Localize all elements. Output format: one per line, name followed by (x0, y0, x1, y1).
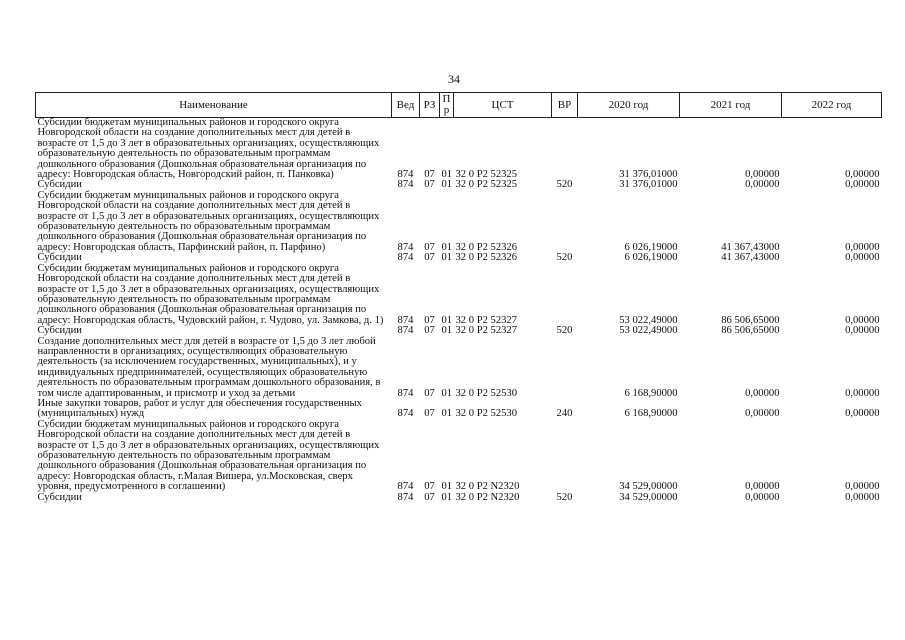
cell-y2022: 0,00000 (845, 387, 880, 399)
cell-vr (552, 420, 578, 493)
table-row (36, 420, 882, 493)
cell-ved: 874 (397, 408, 414, 420)
cell-pr: 01 (441, 481, 453, 493)
cell-y2020: 31 376,01000 (619, 169, 678, 181)
cell-y2020: 53 022,49000 (619, 314, 678, 326)
cell-ved: 874 (397, 252, 414, 264)
cell-y2022: 0,00000 (845, 179, 880, 191)
cell-y2021: 41 367,43000 (721, 252, 780, 264)
table-row (36, 264, 882, 326)
cell-y2021: 86 506,65000 (721, 325, 780, 337)
cell-name: Субсидии (37, 325, 82, 337)
cell-vr: 520 (556, 252, 573, 264)
cell-cst: 32 0 Р2 52325 (455, 169, 518, 181)
table-row (36, 337, 882, 399)
cell-name: Иные закупки товаров, работ и услуг для обеспечения государственных (муниципальных) нужд (37, 397, 362, 420)
table-header-row (36, 93, 882, 118)
cell-rz: 07 (424, 491, 435, 503)
cell-ved: 874 (397, 314, 414, 326)
cell-pr: 01 (441, 408, 453, 420)
cell-y2021: 0,00000 (745, 387, 780, 399)
cell-pr: 01 (441, 241, 453, 253)
cell-y2022: 0,00000 (845, 252, 880, 264)
header-vr: ВР (552, 93, 578, 118)
cell-y2020: 6 168,90000 (624, 387, 678, 399)
cell-pr: 01 (441, 169, 453, 181)
table-row (36, 399, 882, 420)
budget-table (35, 92, 882, 503)
cell-cst: 32 0 Р2 52326 (455, 252, 518, 264)
cell-vr: 520 (556, 491, 573, 503)
cell-y2020: 34 529,00000 (619, 491, 678, 503)
cell-vr: 520 (556, 179, 573, 191)
cell-vr (552, 264, 578, 326)
cell-name: Субсидии (37, 179, 82, 191)
cell-rz: 07 (424, 314, 435, 326)
table-row (36, 118, 882, 181)
cell-ved: 874 (397, 169, 414, 181)
cell-y2021: 0,00000 (745, 481, 780, 493)
page-number: 34 (448, 72, 460, 86)
cell-vr: 520 (556, 325, 573, 337)
cell-vr (552, 337, 578, 399)
cell-y2022: 0,00000 (845, 491, 880, 503)
header-rz: РЗ (420, 93, 440, 118)
cell-rz: 07 (424, 252, 435, 264)
cell-rz: 07 (424, 179, 435, 191)
cell-cst: 32 0 Р2 52530 (455, 387, 518, 399)
header-2022: 2022 год (782, 93, 882, 118)
cell-rz: 07 (424, 408, 435, 420)
cell-y2022: 0,00000 (845, 314, 880, 326)
cell-y2020: 6 026,19000 (624, 241, 678, 253)
cell-pr: 01 (441, 325, 453, 337)
cell-cst: 32 0 Р2 52325 (455, 179, 518, 191)
cell-vr (552, 191, 578, 253)
cell-y2021: 0,00000 (745, 491, 780, 503)
cell-rz: 07 (424, 481, 435, 493)
header-2021: 2021 год (680, 93, 782, 118)
cell-y2022: 0,00000 (845, 325, 880, 337)
cell-pr: 01 (441, 491, 453, 503)
cell-cst: 32 0 Р2 N2320 (455, 481, 520, 493)
cell-rz: 07 (424, 387, 435, 399)
cell-pr: 01 (441, 252, 453, 264)
cell-cst: 32 0 Р2 52327 (455, 325, 518, 337)
cell-y2020: 31 376,01000 (619, 179, 678, 191)
cell-y2020: 6 168,90000 (624, 408, 678, 420)
cell-y2020: 53 022,49000 (619, 325, 678, 337)
cell-y2020: 34 529,00000 (619, 481, 678, 493)
header-pr: П р (440, 93, 454, 118)
cell-y2021: 0,00000 (745, 179, 780, 191)
cell-rz: 07 (424, 241, 435, 253)
header-cst: ЦСТ (454, 93, 552, 118)
header-name: Наименование (36, 93, 392, 118)
table-row (36, 493, 882, 503)
cell-vr: 240 (556, 408, 573, 420)
cell-name: Субсидии (37, 491, 82, 503)
cell-cst: 32 0 Р2 52327 (455, 314, 518, 326)
cell-ved: 874 (397, 241, 414, 253)
header-2020: 2020 год (578, 93, 680, 118)
cell-vr (552, 118, 578, 181)
table-row (36, 326, 882, 336)
cell-y2021: 0,00000 (745, 408, 780, 420)
cell-y2022: 0,00000 (845, 241, 880, 253)
cell-y2021: 0,00000 (745, 169, 780, 181)
cell-y2020: 6 026,19000 (624, 252, 678, 264)
cell-ved: 874 (397, 491, 414, 503)
cell-pr: 01 (441, 387, 453, 399)
cell-y2021: 41 367,43000 (721, 241, 780, 253)
cell-ved: 874 (397, 179, 414, 191)
cell-rz: 07 (424, 169, 435, 181)
cell-name: Субсидии бюджетам муниципальных районов и городского округа Новгородской области на создание дополнительных мест для детей в возрасте от 1,5 до 3 лет в образовательных организациях, осуществляющих образовательную деятельность по образовательным программам дошкольного образования (Дошкольная образовательная организация по адресу: Новгородская область, Новгородский район, п. Панковка) (37, 117, 380, 181)
cell-cst: 32 0 Р2 N2320 (455, 491, 520, 503)
cell-name: Субсидии бюджетам муниципальных районов и городского округа Новгородской области на создание дополнительных мест для детей в возрасте от 1,5 до 3 лет в образовательных организациях, осуществляющих образовательную деятельность по образовательным программам дошкольного образования (Дошкольная образовательная организация по адресу: Новгородская область, Чудовский район, г. Чудово, ул. Замкова, д. 1) (37, 262, 384, 326)
cell-name: Субсидии (37, 252, 82, 264)
header-ved: Вед (392, 93, 420, 118)
cell-ved: 874 (397, 387, 414, 399)
cell-rz: 07 (424, 325, 435, 337)
cell-ved: 874 (397, 325, 414, 337)
cell-y2022: 0,00000 (845, 169, 880, 181)
cell-pr: 01 (441, 314, 453, 326)
cell-name: Создание дополнительных мест для детей в возрасте от 1,5 до 3 лет любой направленности в организациях, осуществляющих образовательную деятельность (за исключением государственных, муниципальных), и у индивидуальных предпринимателей, осуществляющих образовательную деятельность по образовательным программам дошкольного образования, в том числе адаптированным, и присмотр и уход за детьми (37, 335, 381, 399)
cell-cst: 32 0 Р2 52530 (455, 408, 518, 420)
cell-name: Субсидии бюджетам муниципальных районов и городского округа Новгородской области на создание дополнительных мест для детей в возрасте от 1,5 до 3 лет в образовательных организациях, осуществляющих образовательную деятельность по образовательным программам дошкольного образования (Дошкольная образовательная организация по адресу: Новгородская область, г.Малая Вишера, ул.Московская, сверх уровня, предусмотренного в соглашении) (37, 418, 380, 493)
cell-y2022: 0,00000 (845, 481, 880, 493)
cell-y2022: 0,00000 (845, 408, 880, 420)
cell-pr: 01 (441, 179, 453, 191)
cell-ved: 874 (397, 481, 414, 493)
cell-y2021: 86 506,65000 (721, 314, 780, 326)
table-row (36, 191, 882, 253)
cell-cst: 32 0 Р2 52326 (455, 241, 518, 253)
cell-name: Субсидии бюджетам муниципальных районов и городского округа Новгородской области на создание дополнительных мест для детей в возрасте от 1,5 до 3 лет в образовательных организациях, осуществляющих образовательную деятельность по образовательным программам дошкольного образования (Дошкольная образовательная организация по адресу: Новгородская область, Парфинский район, п. Парфино) (37, 189, 380, 253)
